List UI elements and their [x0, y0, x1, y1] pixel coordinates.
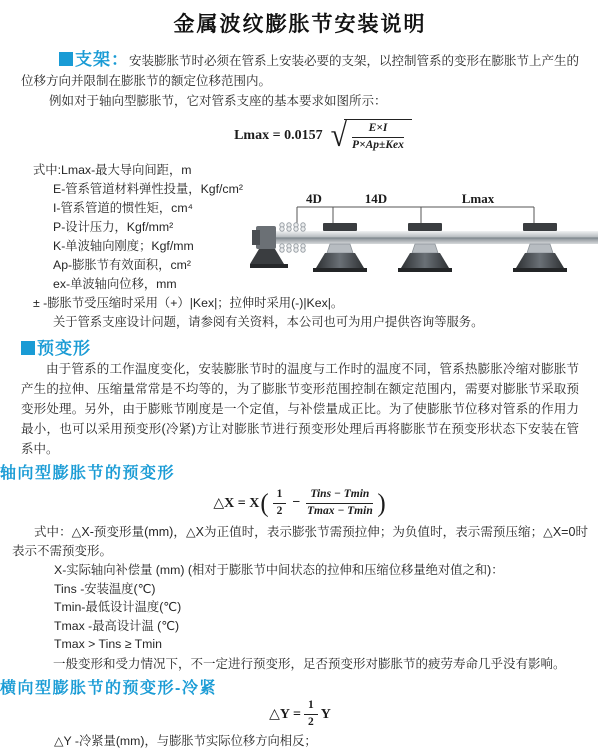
lateral-formula-lhs: △Y = [269, 706, 301, 723]
lateral-formula-rhs: Y [321, 707, 331, 723]
axial-subsection-heading: 轴向型膨胀节的预变形 [0, 465, 600, 483]
lateral-formula [0, 700, 600, 730]
page-title: 金属波纹膨胀节安装说明 [0, 12, 600, 38]
sqrt-radical-icon: √ [331, 119, 347, 153]
definition-line: E-管系管道材料弹性投量，Kgf/cm² [53, 180, 600, 199]
definition-line: 式中:Lmax-最大导向间距，m [33, 161, 600, 180]
pipe-support [398, 223, 452, 272]
axial-definition-line: Tmax -最高设计温 (℃) [54, 617, 600, 636]
axial-note-line: 一般变形和受力情况下，不一定进行预变形，足否预变形对膨胀节的疲劳寿命几乎没有影响。 [21, 654, 579, 674]
bracket-intro-text: 安装膨胀节时必须在管系上安装必要的支架，以控制管系的变形在膨胀节上产生的位移方向并限制在膨胀节的额定位移范围内。 [21, 54, 579, 88]
axial-formula [0, 485, 600, 521]
lateral-subsection-heading: 横向型膨胀节的预变形-冷紧 [0, 680, 600, 698]
definition-line: K-单波轴向刚度；Kgf/mm [53, 237, 600, 256]
close-paren: ) [377, 490, 385, 516]
section-marker-icon [21, 341, 35, 355]
support-note-line: 关于管系支座设计问题，请参阅有关资料，本公司也可为用户提供咨询等服务。 [53, 313, 600, 332]
definition-line: ex-单波轴向位移，mm [53, 275, 600, 294]
half-denominator: 2 [273, 504, 287, 519]
pipe-support [513, 223, 567, 272]
lmax-fraction [352, 122, 404, 153]
definition-line: P-设计压力，Kgf/mm² [53, 218, 600, 237]
definition-line: I-管系管道的惯性矩，cm⁴ [53, 199, 600, 218]
axial-definition-line: Tmin-最低设计温度(℃) [54, 598, 600, 617]
axial-formula-lhs: △X = X [213, 495, 259, 512]
bracket-intro-paragraph [21, 50, 579, 91]
predeform-section-heading [21, 339, 600, 359]
axial-fraction-half [273, 488, 287, 519]
axial-definition-line: Tmax > Tins ≥ Tmin [54, 635, 600, 654]
lmax-formula [46, 117, 600, 155]
pipe [262, 231, 598, 244]
pipe-support [313, 223, 367, 272]
section-marker-icon [59, 52, 73, 66]
axial-definition-line: Tins -安装温度(℃) [54, 580, 600, 599]
definition-line: Ap-膨胀节有效面积，cm² [53, 256, 600, 275]
temps-numerator: Tins − Tmin [306, 488, 373, 504]
open-paren: ( [260, 490, 268, 516]
lateral-half-denominator: 2 [304, 715, 318, 730]
bracket-section-label [59, 50, 129, 69]
diagram-dim-label-14d: 14D [365, 191, 387, 206]
lmax-formula-prefix: Lmax = 0.0157 [234, 128, 322, 144]
minus-operator: − [292, 495, 300, 511]
lmax-fraction-numerator: E×I [352, 122, 404, 138]
lateral-note-line: △Y -冷紧量(mm)，与膨胀节实际位移方向相反； [54, 732, 600, 750]
axial-explanation-paragraph: 式中：△X-预变形量(mm)，△X为正值时，表示膨张节需预拉伸；为负值时，表示需预压缩；△X=0时表示不需预变形。 [12, 523, 588, 561]
temps-denominator: Tmax − Tmin [306, 504, 373, 519]
axial-definition-line: X-实际轴向补偿量 (mm) (相对于膨胀节中间状态的拉伸和压缩位移量绝对值之和)： [54, 561, 600, 580]
predeform-section-label: 预变形 [37, 339, 91, 358]
half-numerator: 1 [273, 488, 287, 504]
sqrt-body [344, 119, 412, 153]
lateral-half-numerator: 1 [304, 699, 318, 715]
lmax-fraction-denominator: P×Ap±Kex [352, 138, 404, 153]
predeform-paragraph: 由于管系的工作温度变化，安装膨胀节时的温度与工作时的温度不同，管系热膨胀冷缩对膨胀节产生的拉伸、压缩量常常是不均等的，为了膨胀节变形范围控制在额定范围内，需要对膨胀节采取预变形处理。另外，由于膨账节刚度是一个定值，与补偿量成正比。为了使膨胀节位移对管系的作用力最小，也可以采用预变形(冷紧)方让对膨胀节进行预变形处理后再将膨胀节在预变形状态下安装在管系中。 [21, 359, 579, 459]
lateral-fraction-half [304, 699, 318, 730]
axial-fraction-temps [306, 488, 373, 519]
bracket-example-line: 例如对于轴向型膨胀节，它对管系支座的基本要求如图所示： [21, 91, 579, 111]
definition-line: ± -膨胀节受压缩时采用（+）|Kex|；拉伸时采用(-)|Kex|。 [33, 294, 600, 313]
diagram-dim-label-4d: 4D [306, 191, 322, 206]
diagram-dim-label-lmax: Lmax [462, 191, 495, 206]
bracket-section-label-text: 支架： [75, 50, 129, 69]
pipe-support-diagram [250, 191, 598, 287]
definitions-and-diagram [0, 161, 600, 335]
